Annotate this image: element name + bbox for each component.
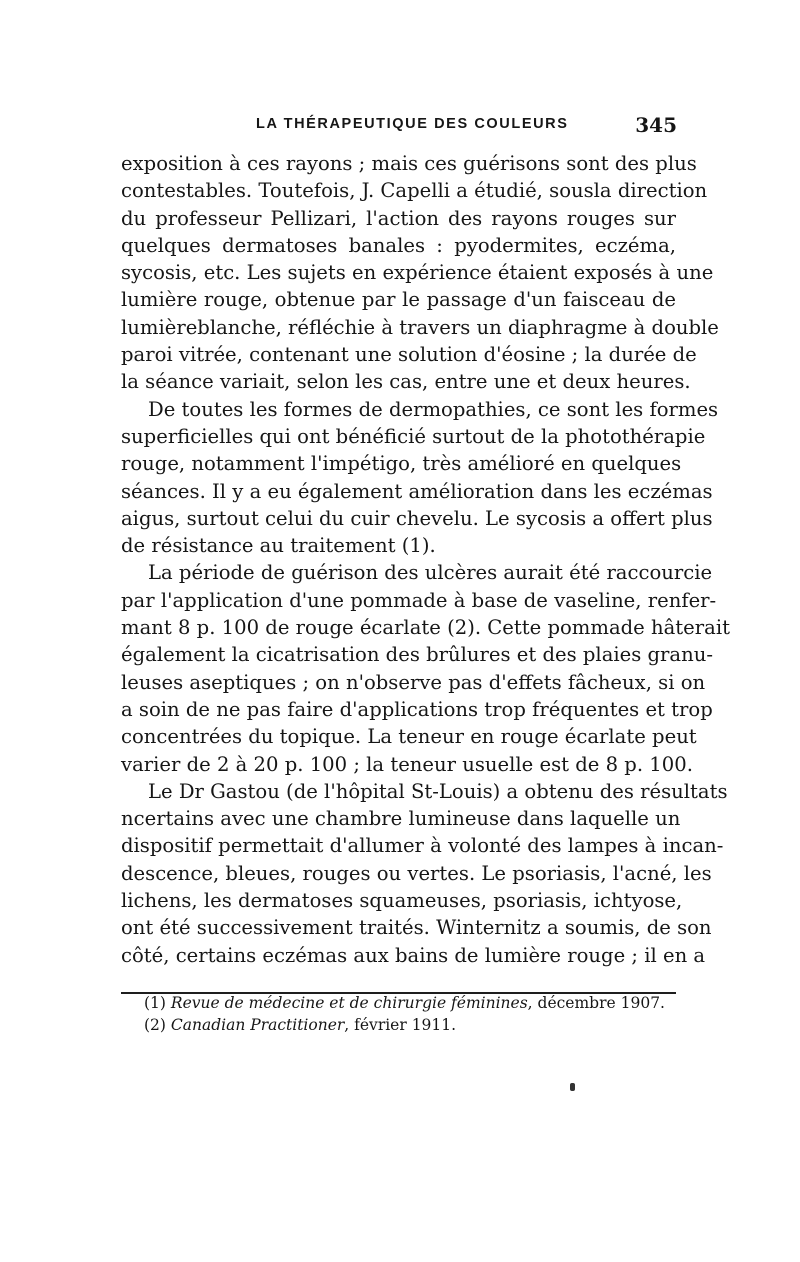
text-line: du professeur Pellizari, l'action des rayons rouges sur xyxy=(121,206,676,230)
text-line: lumièreblanche, réfléchie à travers un diaphragme à double xyxy=(121,315,719,339)
text-line: contestables. Toutefois, J. Capelli a étudié, sousla direction xyxy=(121,179,708,203)
text-line: Le Dr Gastou (de l'hôpital St-Louis) a obtenu des résultats xyxy=(148,779,728,803)
running-title: LA THÉRAPEUTIQUE DES COULEURS xyxy=(256,116,569,132)
text-line: de résistance au traitement (1). xyxy=(121,534,436,558)
text-line: ncertains avec une chambre lumineuse dans laquelle un xyxy=(121,807,681,831)
text-line: aigus, surtout celui du cuir chevelu. Le sycosis a offert plus xyxy=(121,506,713,530)
footnote xyxy=(144,992,676,1014)
text-line: rouge, notamment l'impétigo, très amélioré en quelques xyxy=(121,452,682,476)
text-line: lumière rouge, obtenue par le passage d'un faisceau de xyxy=(121,288,676,312)
text-line: mant 8 p. 100 de rouge écarlate (2). Cette pommade hâterait xyxy=(121,616,730,640)
text-line: leuses aseptiques ; on n'observe pas d'effets fâcheux, si on xyxy=(121,670,706,694)
text-line: séances. Il y a eu également amélioration dans les eczémas xyxy=(121,479,713,503)
ink-speck xyxy=(570,1083,575,1091)
footnotes xyxy=(144,992,676,1036)
text-line: lichens, les dermatoses squameuses, psoriasis, ichtyose, xyxy=(121,889,683,913)
text-line: De toutes les formes de dermopathies, ce sont les formes xyxy=(148,397,719,421)
text-line: concentrées du topique. La teneur en rouge écarlate peut xyxy=(121,725,697,749)
text-line: ont été successivement traités. Winternitz a soumis, de son xyxy=(121,916,712,940)
footnote xyxy=(144,1014,676,1036)
text-line: côté, certains eczémas aux bains de lumière rouge ; il en a xyxy=(121,943,706,967)
footnote-marker: (2) xyxy=(144,1016,166,1034)
text-line: sycosis, etc. Les sujets en expérience étaient exposés à une xyxy=(121,261,714,285)
text-line: quelques dermatoses banales : pyodermites, eczéma, xyxy=(121,233,676,257)
text-line: la séance variait, selon les cas, entre une et deux heures. xyxy=(121,370,691,394)
text-line: dispositif permettait d'allumer à volonté des lampes à incan- xyxy=(121,834,724,858)
footnote-rest: , décembre 1907. xyxy=(527,994,665,1012)
page-number: 345 xyxy=(635,113,677,137)
footnote-rest: , février 1911. xyxy=(344,1016,457,1034)
text-line: a soin de ne pas faire d'applications trop fréquentes et trop xyxy=(121,697,713,721)
text-line: descence, bleues, rouges ou vertes. Le psoriasis, l'acné, les xyxy=(121,861,712,885)
footnote-title: Canadian Practitioner xyxy=(170,1016,345,1034)
text-line: également la cicatrisation des brûlures et des plaies granu- xyxy=(121,643,713,667)
text-line: La période de guérison des ulcères aurait été raccourcie xyxy=(148,561,713,585)
text-line: exposition à ces rayons ; mais ces guérisons sont des plus xyxy=(121,152,697,175)
body-text xyxy=(121,150,730,969)
text-line: par l'application d'une pommade à base de vaseline, renfer- xyxy=(121,588,717,612)
text-line: paroi vitrée, contenant une solution d'éosine ; la durée de xyxy=(121,343,697,367)
running-head xyxy=(122,113,677,138)
text-line: varier de 2 à 20 p. 100 ; la teneur usuelle est de 8 p. 100. xyxy=(121,752,693,776)
text-line: superficielles qui ont bénéficié surtout de la photothérapie xyxy=(121,424,706,448)
footnote-marker: (1) xyxy=(144,994,166,1012)
footnote-title: Revue de médecine et de chirurgie féminines xyxy=(170,994,528,1012)
